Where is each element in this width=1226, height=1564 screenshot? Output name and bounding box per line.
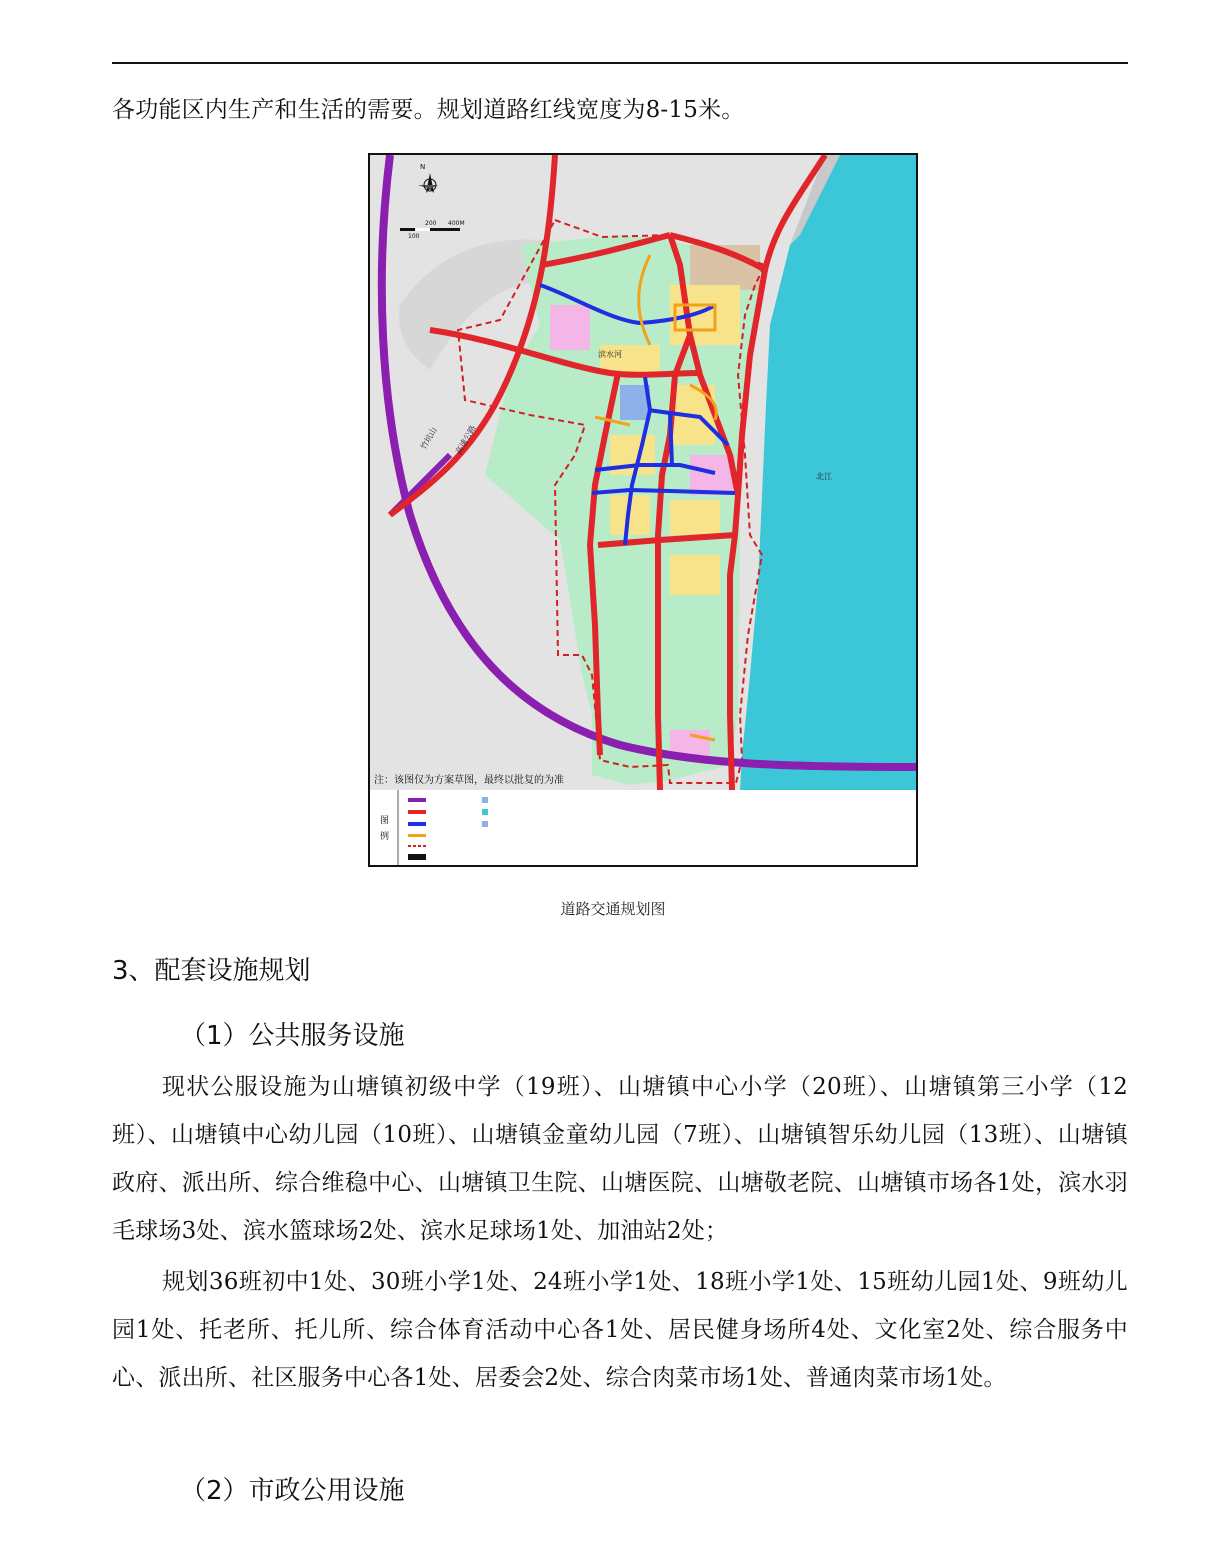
map-note: 注：该图仅为方案草图，最终以批复的为准 [374, 775, 564, 786]
section-heading: 3、配套设施规划 [112, 956, 311, 986]
subsection-heading-1: （1）公共服务设施 [180, 1021, 405, 1051]
highway-label: 高速公路 [453, 423, 478, 456]
subsection-heading-2: （2）市政公用设施 [180, 1476, 405, 1506]
paragraph-planned-facilities: 规划36班初中1处、30班小学1处、24班小学1处、18班小学1处、15班幼儿园1处、9班幼儿园1处、托老所、托儿所、综合体育活动中心各1处、居民健身场所4处、文化室2处、综合服务中心、派出所、社区服务中心各1处、居委会2处、综合肉菜市场1处、普通肉菜市场1处。 [112, 1269, 1128, 1391]
river-label: 滨水河 [598, 350, 622, 359]
water-label: 北江 [816, 472, 832, 481]
hill-label: 竹坑山 [418, 425, 439, 451]
map-svg [370, 155, 916, 865]
legend-title-2: 例 [380, 832, 390, 842]
intro-paragraph: 各功能区内生产和生活的需要。规划道路红线宽度为8-15米。 [112, 97, 745, 123]
header-rule [112, 62, 1128, 64]
figure-caption: 道路交通规划图 [560, 900, 666, 918]
svg-text:400M: 400M [448, 220, 465, 227]
svg-text:N: N [420, 163, 426, 171]
svg-text:100: 100 [408, 233, 420, 240]
paragraph-existing-facilities: 现状公服设施为山塘镇初级中学（19班）、山塘镇中心小学（20班）、山塘镇第三小学（12班）、山塘镇中心幼儿园（10班）、山塘镇金童幼儿园（7班）、山塘镇智乐幼儿园（13班）、山塘镇政府、派出所、综合维稳中心、山塘镇卫生院、山塘医院、山塘敬老院、山塘镇市场各1处，滨水羽毛球场3处、滨水篮球场2处、滨水足球场1处、加油站2处； [112, 1074, 1128, 1244]
svg-text:200: 200 [425, 220, 437, 227]
road-plan-map [368, 153, 918, 867]
legend-title-1: 图 [380, 816, 390, 826]
